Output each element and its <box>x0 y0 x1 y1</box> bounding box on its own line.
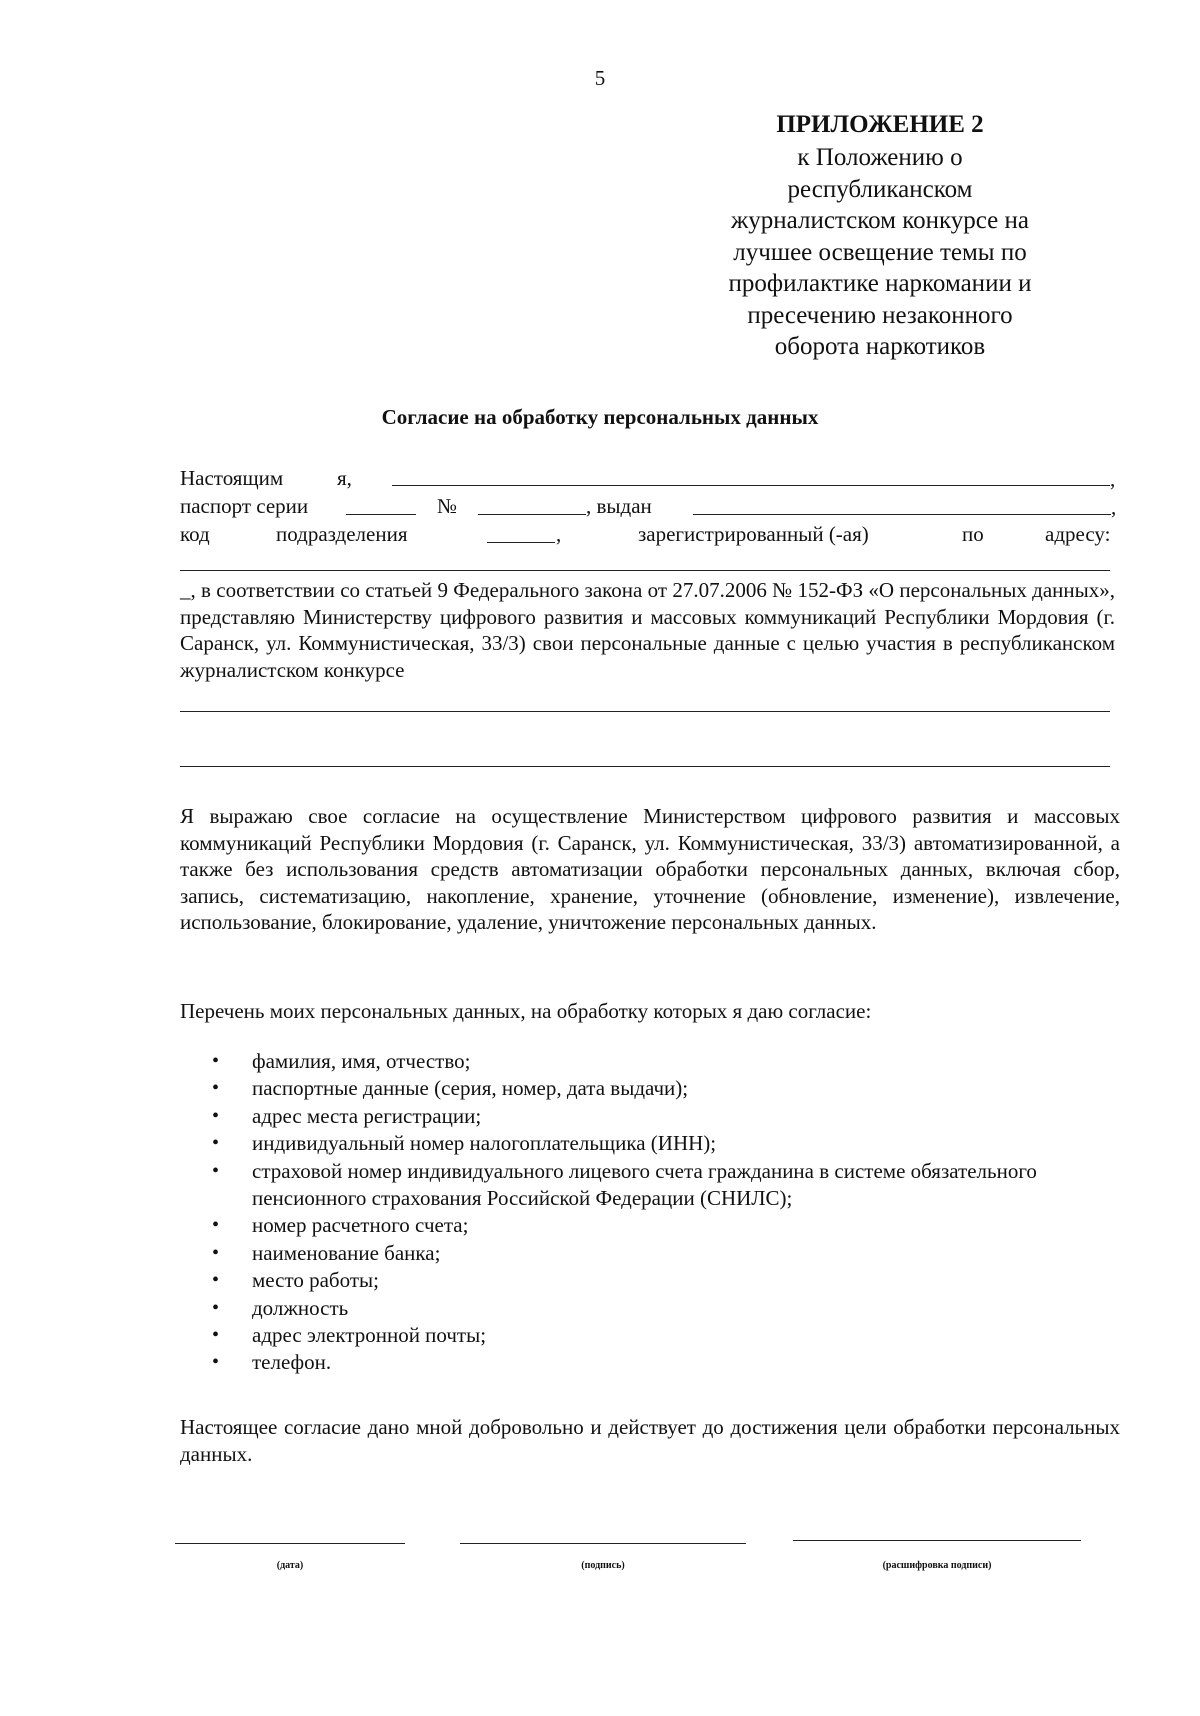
form-label-issued: , выдан <box>586 494 652 518</box>
list-item: • страховой номер индивидуального лицевого счета гражданина в системе обязательного пенсионного страхования Российской Федерации (СНИЛС); <box>212 1158 1112 1213</box>
form-label-number: № <box>437 494 458 518</box>
form-label-subdivision: подразделения <box>276 522 408 546</box>
contest-name-field[interactable] <box>180 711 1110 712</box>
list-item: • должность <box>212 1295 1112 1322</box>
personal-data-list <box>212 1048 1112 1377</box>
agreement-paragraph: Я выражаю свое согласие на осуществление Министерством цифрового развития и массовых коммуникаций Республики Мордовия (г. Саранск, ул. Коммунистическая, 33/3) автоматизированной, а также без использования средств автоматизации обработки персональных данных, включая сбор, запись, систематизацию, накопление, хранение, уточнение (обновление, изменение), извлечение, использование, блокирование, удаление, уничтожение персональных данных. <box>180 804 1120 934</box>
list-item: • адрес места регистрации; <box>212 1103 1112 1130</box>
form-label-code: код <box>180 522 210 546</box>
consent-text: в соответствии со статьей 9 Федерального закона от 27.07.2006 № 152-ФЗ «О персональных данных», представляю Министерству цифрового развития и массовых коммуникаций Республики Мордовия (г. Саранск, ул. Коммунистическая, 33/3) свои персональные данные с целью участия в республиканском журналистском конкурсе <box>180 578 1115 682</box>
list-item: • адрес электронной почты; <box>212 1322 1112 1349</box>
list-item: • наименование банка; <box>212 1240 1112 1267</box>
appendix-line: лучшее освещение темы по <box>733 238 1027 266</box>
closing-paragraph: Настоящее согласие дано мной добровольно и действует до достижения цели обработки персональных данных. <box>180 1415 1120 1466</box>
list-intro: Перечень моих персональных данных, на обработку которых я даю согласие: <box>180 999 872 1023</box>
passport-series-field[interactable] <box>346 514 416 515</box>
signature-field[interactable] <box>460 1543 746 1544</box>
form-label-passport-series: паспорт серии <box>180 494 309 518</box>
underscore-prefix: _, <box>180 578 196 602</box>
list-item: • место работы; <box>212 1267 1112 1294</box>
list-item: • индивидуальный номер налогоплательщика (ИНН); <box>212 1130 1112 1157</box>
page-number: 5 <box>594 66 606 90</box>
address-field[interactable] <box>180 570 1110 571</box>
subdivision-code-field[interactable] <box>487 542 555 543</box>
form-label-at: по <box>962 522 984 546</box>
document-title: Согласие на обработку персональных данных <box>381 405 819 429</box>
list-item: • паспортные данные (серия, номер, дата выдачи); <box>212 1075 1112 1102</box>
signature-decode-field[interactable] <box>793 1540 1081 1541</box>
date-label: (дата) <box>276 1560 304 1571</box>
list-item: • фамилия, имя, отчество; <box>212 1048 1112 1075</box>
appendix-line: пресечению незаконного <box>747 301 1013 329</box>
appendix-line: республиканском <box>787 175 973 203</box>
appendix-line: журналистском конкурсе на <box>731 207 1029 234</box>
appendix-line: оборота наркотиков <box>774 333 986 360</box>
signature-label: (подпись) <box>581 1560 625 1571</box>
appendix-title: ПРИЛОЖЕНИЕ 2 <box>776 111 984 138</box>
passport-number-field[interactable] <box>478 514 586 515</box>
comma-mark: , <box>1111 495 1117 519</box>
list-item: • номер расчетного счета; <box>212 1212 1112 1239</box>
full-name-field[interactable] <box>392 485 1110 486</box>
form-label-i: я, <box>337 466 352 490</box>
form-label-address: адресу: <box>1045 522 1111 546</box>
form-label-herewith: Настоящим <box>180 466 284 490</box>
consent-paragraph <box>180 577 1115 683</box>
date-field[interactable] <box>175 1543 405 1544</box>
signature-decode-label: (расшифровка подписи) <box>882 1560 992 1571</box>
contest-name-field-2[interactable] <box>180 766 1110 767</box>
issued-by-field[interactable] <box>693 514 1111 515</box>
comma-mark: , <box>556 522 562 546</box>
form-label-registered: зарегистрированный (-ая) <box>638 522 869 546</box>
comma-mark: , <box>1110 467 1116 491</box>
appendix-header <box>700 108 1060 363</box>
appendix-line: профилактике наркомании и <box>728 270 1032 297</box>
list-item: • телефон. <box>212 1349 1112 1376</box>
appendix-line: к Положению о <box>797 144 963 171</box>
